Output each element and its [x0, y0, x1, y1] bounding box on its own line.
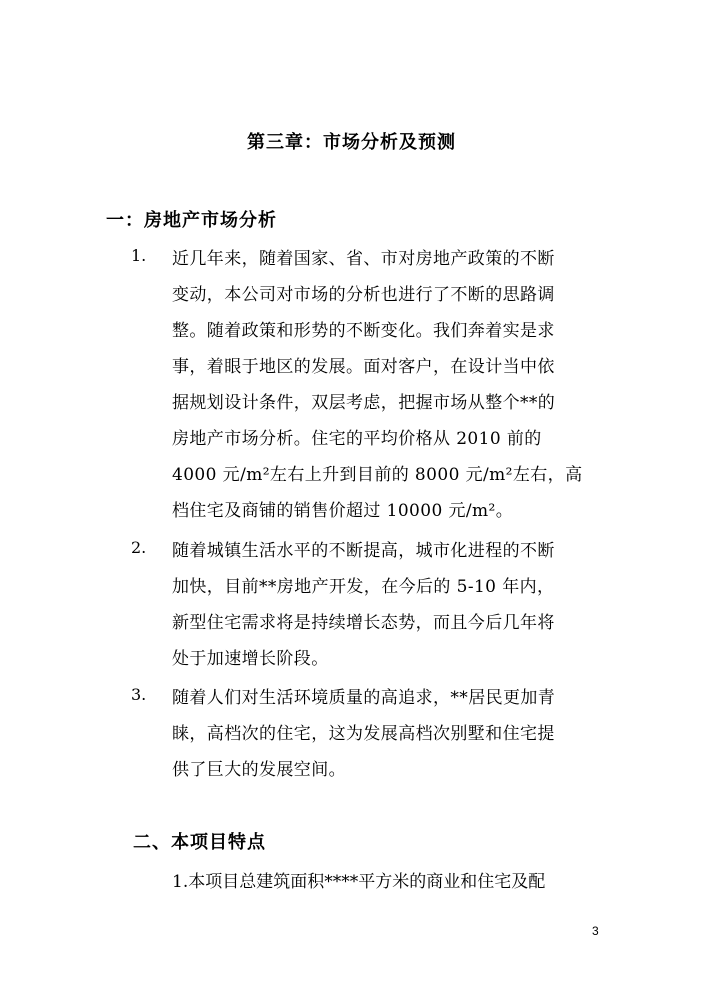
- list-number: 3.: [131, 685, 147, 704]
- item2-line2: 加快，目前**房地产开发，在今后的 5-10 年内，: [172, 577, 555, 597]
- item2-line3: 新型住宅需求将是持续增长态势，而且今后几年将: [172, 613, 555, 633]
- section-heading-project-features: 二、本项目特点: [133, 832, 266, 853]
- item1-line8: 档住宅及商铺的销售价超过 10000 元/m²。: [172, 501, 514, 521]
- chapter-title: 第三章：市场分析及预测: [247, 132, 456, 153]
- list-number: 1.: [131, 246, 147, 265]
- list-number: 2.: [131, 538, 147, 557]
- item1-line5: 据规划设计条件，双层考虑，把握市场从整个**的: [172, 393, 556, 413]
- item3-line2: 睐，高档次的住宅，这为发展高档次别墅和住宅提: [172, 724, 555, 744]
- item2-line4: 处于加速增长阶段。: [172, 649, 329, 669]
- page-number: 3: [592, 924, 599, 938]
- item1-line7: 4000 元/m²左右上升到目前的 8000 元/m²左右，高: [172, 465, 583, 485]
- item3-line1: 随着人们对生活环境质量的高追求，**居民更加青: [172, 688, 556, 708]
- item1-line3: 整。随着政策和形势的不断变化。我们奔着实是求: [172, 321, 555, 341]
- item3-line3: 供了巨大的发展空间。: [172, 760, 346, 780]
- item1-line1: 近几年来，随着国家、省、市对房地产政策的不断: [172, 249, 555, 269]
- section-heading-market-analysis: 一：房地产市场分析: [106, 210, 277, 231]
- item1-line6: 房地产市场分析。住宅的平均价格从 2010 前的: [172, 429, 542, 449]
- item1-line4: 事，着眼于地区的发展。面对客户，在设计当中依: [172, 357, 555, 377]
- section2-paragraph: 1.本项目总建筑面积****平方米的商业和住宅及配: [172, 872, 546, 892]
- item1-line2: 变动，本公司对市场的分析也进行了不断的思路调: [172, 285, 555, 305]
- item2-line1: 随着城镇生活水平的不断提高，城市化进程的不断: [172, 541, 555, 561]
